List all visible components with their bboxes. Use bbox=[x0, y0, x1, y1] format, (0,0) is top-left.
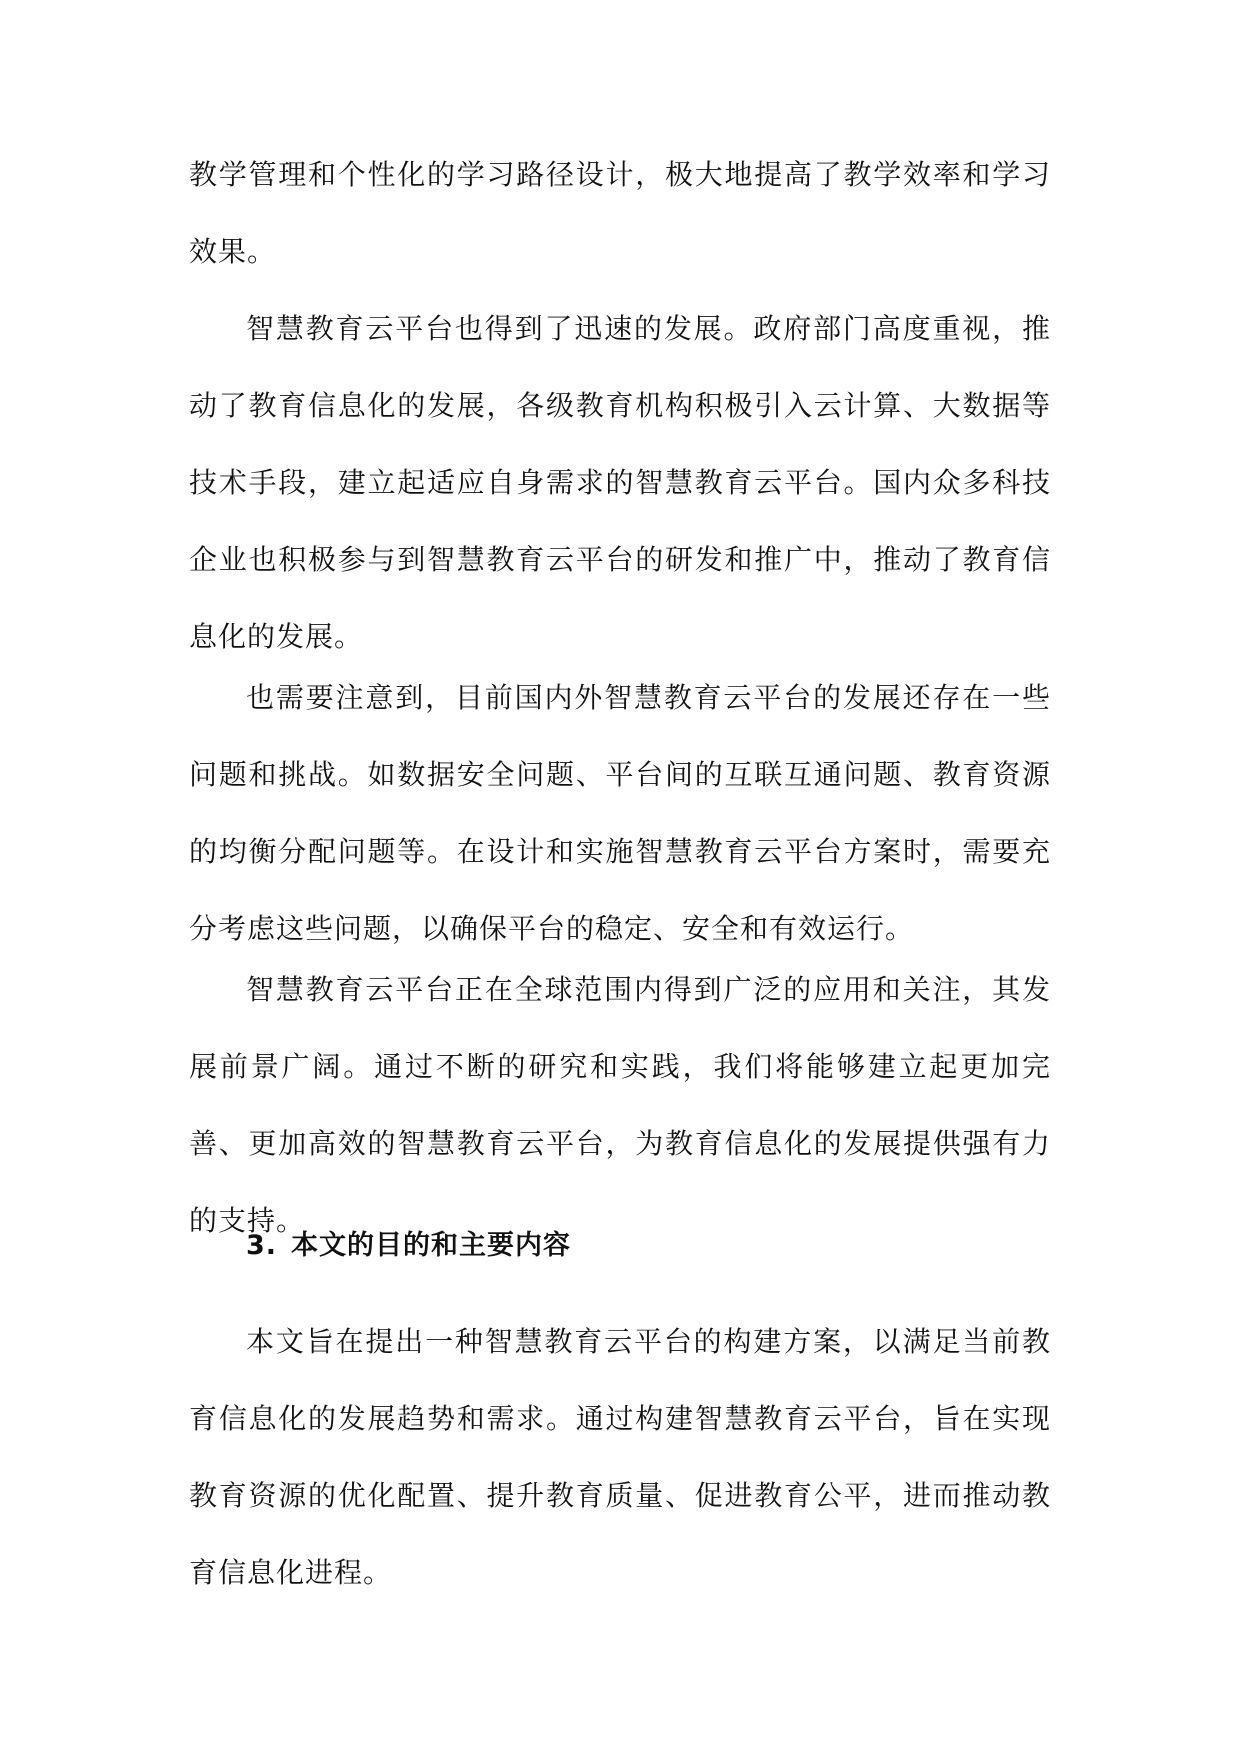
section-heading bbox=[246, 1226, 571, 1266]
paragraph-challenges: 也需要注意到，目前国内外智慧教育云平台的发展还存在一些问题和挑战。如数据安全问题、平台间的互联互通问题、教育资源的均衡分配问题等。在设计和实施智慧教育云平台方案时，需要充分考虑这些问题，以确保平台的稳定、安全和有效运行。 bbox=[189, 681, 1051, 945]
section-title: 本文的目的和主要内容 bbox=[291, 1230, 572, 1261]
paragraph-purpose: 本文旨在提出一种智慧教育云平台的构建方案，以满足当前教育信息化的发展趋势和需求。通过构建智慧教育云平台，旨在实现教育资源的优化配置、提升教育质量、促进教育公平，进而推动教育信息化进程。 bbox=[189, 1325, 1051, 1589]
paragraph-prospects: 智慧教育云平台正在全球范围内得到广泛的应用和关注，其发展前景广阔。通过不断的研究和实践，我们将能够建立起更加完善、更加高效的智慧教育云平台，为教育信息化的发展提供强有力的支持。 bbox=[189, 973, 1051, 1237]
paragraph-continuation: 教学管理和个性化的学习路径设计，极大地提高了教学效率和学习效果。 bbox=[189, 158, 1051, 268]
section-number: 3. bbox=[246, 1230, 278, 1261]
paragraph-platform-development: 智慧教育云平台也得到了迅速的发展。政府部门高度重视，推动了教育信息化的发展，各级教育机构积极引入云计算、大数据等技术手段，建立起适应自身需求的智慧教育云平台。国内众多科技企业也积极参与到智慧教育云平台的研发和推广中，推动了教育信息化的发展。 bbox=[189, 312, 1051, 653]
